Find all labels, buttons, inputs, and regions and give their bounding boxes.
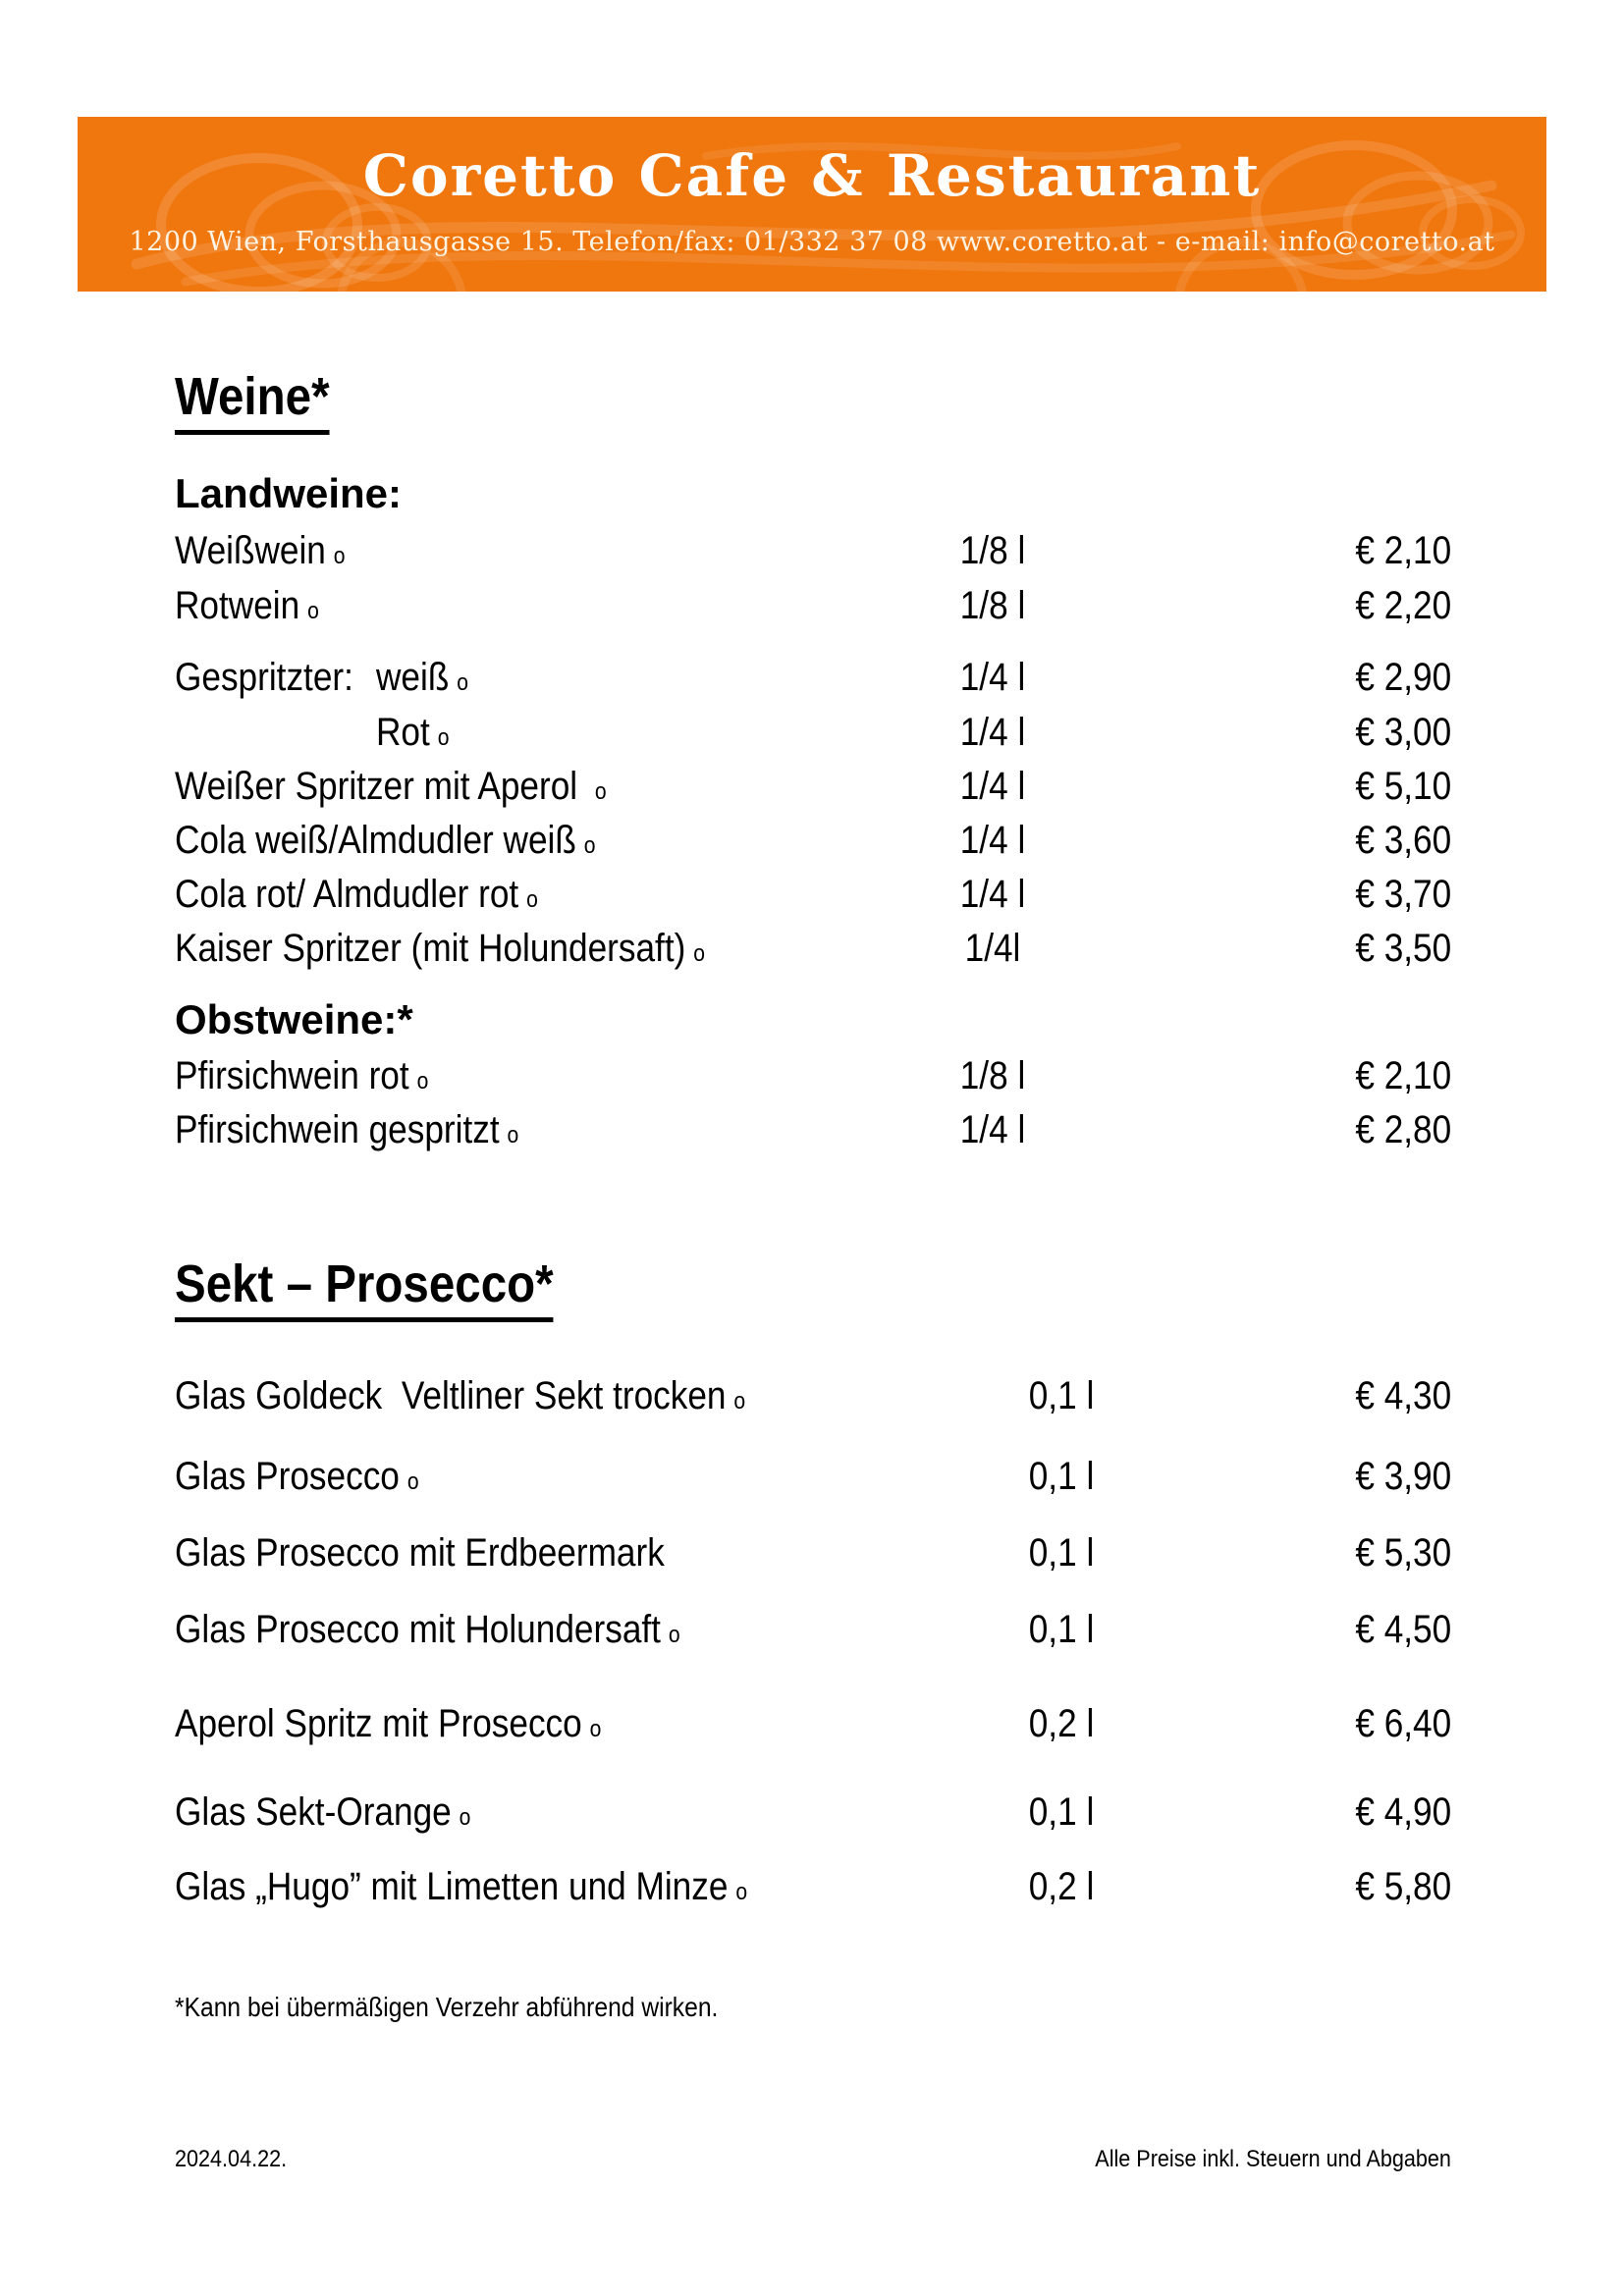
item-name-variant bbox=[376, 709, 449, 762]
item-price: € 2,80 bbox=[1355, 1108, 1451, 1151]
item-amount: 1/4 l bbox=[959, 765, 1026, 808]
item-amount: 0,2 l bbox=[1028, 1865, 1095, 1908]
item-price: € 2,20 bbox=[1355, 584, 1451, 627]
item-name bbox=[175, 1863, 747, 1916]
item-price: € 3,50 bbox=[1355, 927, 1451, 970]
item-name bbox=[175, 1529, 665, 1576]
item-name bbox=[175, 1052, 428, 1105]
item-amount: 1/4 l bbox=[959, 711, 1026, 754]
menu-item-row bbox=[175, 1606, 1451, 1655]
open-wine-marker: o bbox=[437, 724, 450, 751]
subsection-label-obstweine: Obstweine:* bbox=[175, 996, 413, 1042]
item-name-text: Glas Goldeck Veltliner Sekt trocken bbox=[175, 1374, 727, 1417]
footer-tax-note: Alle Preise inkl. Steuern und Abgaben bbox=[1095, 2146, 1451, 2172]
open-wine-marker: o bbox=[457, 669, 468, 696]
item-amount: 1/4 l bbox=[959, 819, 1026, 862]
item-amount: 0,1 l bbox=[1028, 1608, 1095, 1651]
item-name-text: Glas Prosecco mit Erdbeermark bbox=[175, 1531, 665, 1575]
section-heading-weine-text: Weine* bbox=[175, 368, 330, 435]
menu-item-row bbox=[175, 763, 1451, 812]
item-price: € 5,80 bbox=[1355, 1865, 1451, 1908]
item-amount: 0,1 l bbox=[1028, 1790, 1095, 1834]
item-name-variant bbox=[376, 654, 468, 707]
open-wine-marker: o bbox=[733, 1388, 746, 1415]
menu-item-row bbox=[175, 1106, 1451, 1155]
open-wine-marker: o bbox=[307, 598, 319, 624]
menu-item-row bbox=[175, 1529, 1451, 1578]
open-wine-marker: o bbox=[507, 1122, 519, 1148]
item-name-text: Gespritzter: bbox=[175, 656, 353, 699]
item-amount: 0,1 l bbox=[1028, 1374, 1095, 1417]
item-price: € 2,10 bbox=[1355, 1054, 1451, 1097]
open-wine-marker: o bbox=[583, 832, 596, 859]
section-heading-weine bbox=[175, 368, 351, 435]
item-price: € 4,90 bbox=[1355, 1790, 1451, 1834]
open-wine-marker: o bbox=[459, 1804, 471, 1831]
item-name-text: Pfirsichwein rot bbox=[175, 1054, 409, 1097]
item-name-text: Cola rot/ Almdudler rot bbox=[175, 873, 519, 916]
menu-item-row bbox=[175, 709, 1451, 758]
item-name bbox=[175, 925, 705, 978]
item-price: € 4,50 bbox=[1355, 1608, 1451, 1651]
item-name-text: Kaiser Spritzer (mit Holundersaft) bbox=[175, 927, 686, 970]
item-name bbox=[175, 871, 538, 924]
open-wine-marker: o bbox=[526, 886, 538, 913]
menu-item-row bbox=[175, 1863, 1451, 1912]
open-wine-marker: o bbox=[693, 940, 706, 967]
menu-item-row bbox=[175, 582, 1451, 631]
item-amount: 0,1 l bbox=[1028, 1455, 1095, 1498]
menu-item-row bbox=[175, 1052, 1451, 1101]
item-price: € 5,30 bbox=[1355, 1531, 1451, 1575]
menu-item-row bbox=[175, 1789, 1451, 1838]
item-name-text: Pfirsichwein gespritzt bbox=[175, 1108, 500, 1151]
item-price: € 3,90 bbox=[1355, 1455, 1451, 1498]
item-amount: 1/8 l bbox=[959, 1054, 1026, 1097]
item-name-text: Glas Prosecco bbox=[175, 1455, 400, 1498]
item-name bbox=[175, 1700, 601, 1753]
item-price: € 2,10 bbox=[1355, 529, 1451, 572]
menu-item-row bbox=[175, 871, 1451, 920]
restaurant-address: 1200 Wien, Forsthausgasse 15. Telefon/fax: 01/332 37 08 www.coretto.at - e-mail: info@coretto.at bbox=[129, 227, 1495, 257]
open-wine-marker: o bbox=[406, 1468, 419, 1495]
restaurant-title: Coretto Cafe & Restaurant bbox=[362, 142, 1262, 209]
item-amount: 1/8 l bbox=[959, 529, 1026, 572]
section-heading-sekt-text: Sekt – Prosecco* bbox=[175, 1255, 554, 1322]
item-price: € 4,30 bbox=[1355, 1374, 1451, 1417]
item-name-text: Glas „Hugo” mit Limetten und Minze bbox=[175, 1865, 729, 1908]
item-amount: 1/4 l bbox=[959, 656, 1026, 699]
open-wine-marker: o bbox=[416, 1068, 429, 1095]
item-amount: 0,2 l bbox=[1028, 1702, 1095, 1745]
item-name-text: Glas Sekt-Orange bbox=[175, 1790, 452, 1834]
open-wine-marker: o bbox=[735, 1879, 748, 1905]
open-wine-marker: o bbox=[333, 543, 346, 569]
item-price: € 6,40 bbox=[1355, 1702, 1451, 1745]
menu-item-row bbox=[175, 1453, 1451, 1502]
item-price: € 2,90 bbox=[1355, 656, 1451, 699]
item-name bbox=[175, 1372, 745, 1425]
item-name bbox=[175, 817, 596, 870]
open-wine-marker: o bbox=[594, 778, 607, 805]
open-wine-marker: o bbox=[589, 1716, 602, 1742]
footer-date: 2024.04.22. bbox=[175, 2146, 288, 2172]
item-name bbox=[175, 1606, 680, 1659]
item-name bbox=[175, 763, 607, 816]
item-price: € 3,70 bbox=[1355, 873, 1451, 916]
item-name bbox=[175, 1106, 518, 1159]
menu-item-row bbox=[175, 925, 1451, 974]
item-name-text: Cola weiß/Almdudler weiß bbox=[175, 819, 576, 862]
item-name-text: Glas Prosecco mit Holundersaft bbox=[175, 1608, 661, 1651]
section-heading-sekt bbox=[175, 1255, 605, 1322]
item-amount: 1/4l bbox=[964, 927, 1021, 970]
item-price: € 3,60 bbox=[1355, 819, 1451, 862]
item-price: € 5,10 bbox=[1355, 765, 1451, 808]
item-name-text: Weißer Spritzer mit Aperol bbox=[175, 765, 587, 808]
item-name bbox=[175, 1789, 470, 1842]
menu-item-row bbox=[175, 654, 1451, 703]
footnote: *Kann bei übermäßigen Verzehr abführend wirken. bbox=[175, 1992, 719, 2022]
item-amount: 0,1 l bbox=[1028, 1531, 1095, 1575]
item-price: € 3,00 bbox=[1355, 711, 1451, 754]
item-amount: 1/4 l bbox=[959, 873, 1026, 916]
item-name bbox=[175, 582, 319, 635]
item-name bbox=[175, 527, 346, 580]
item-name bbox=[175, 1453, 419, 1506]
open-wine-marker: o bbox=[668, 1622, 680, 1648]
item-amount: 1/4 l bbox=[959, 1108, 1026, 1151]
item-name-text: weiß bbox=[376, 656, 450, 699]
menu-item-row bbox=[175, 1700, 1451, 1749]
item-name-text: Aperol Spritz mit Prosecco bbox=[175, 1702, 582, 1745]
item-amount: 1/8 l bbox=[959, 584, 1026, 627]
subsection-label-landweine: Landweine: bbox=[175, 470, 403, 516]
item-name bbox=[175, 654, 353, 701]
item-name-text: Weißwein bbox=[175, 529, 326, 572]
item-name-text: Rotwein bbox=[175, 584, 300, 627]
menu-item-row bbox=[175, 527, 1451, 576]
item-name-text: Rot bbox=[376, 711, 430, 754]
menu-item-row bbox=[175, 817, 1451, 866]
menu-item-row bbox=[175, 1372, 1451, 1421]
menu-content bbox=[175, 0, 1451, 2296]
